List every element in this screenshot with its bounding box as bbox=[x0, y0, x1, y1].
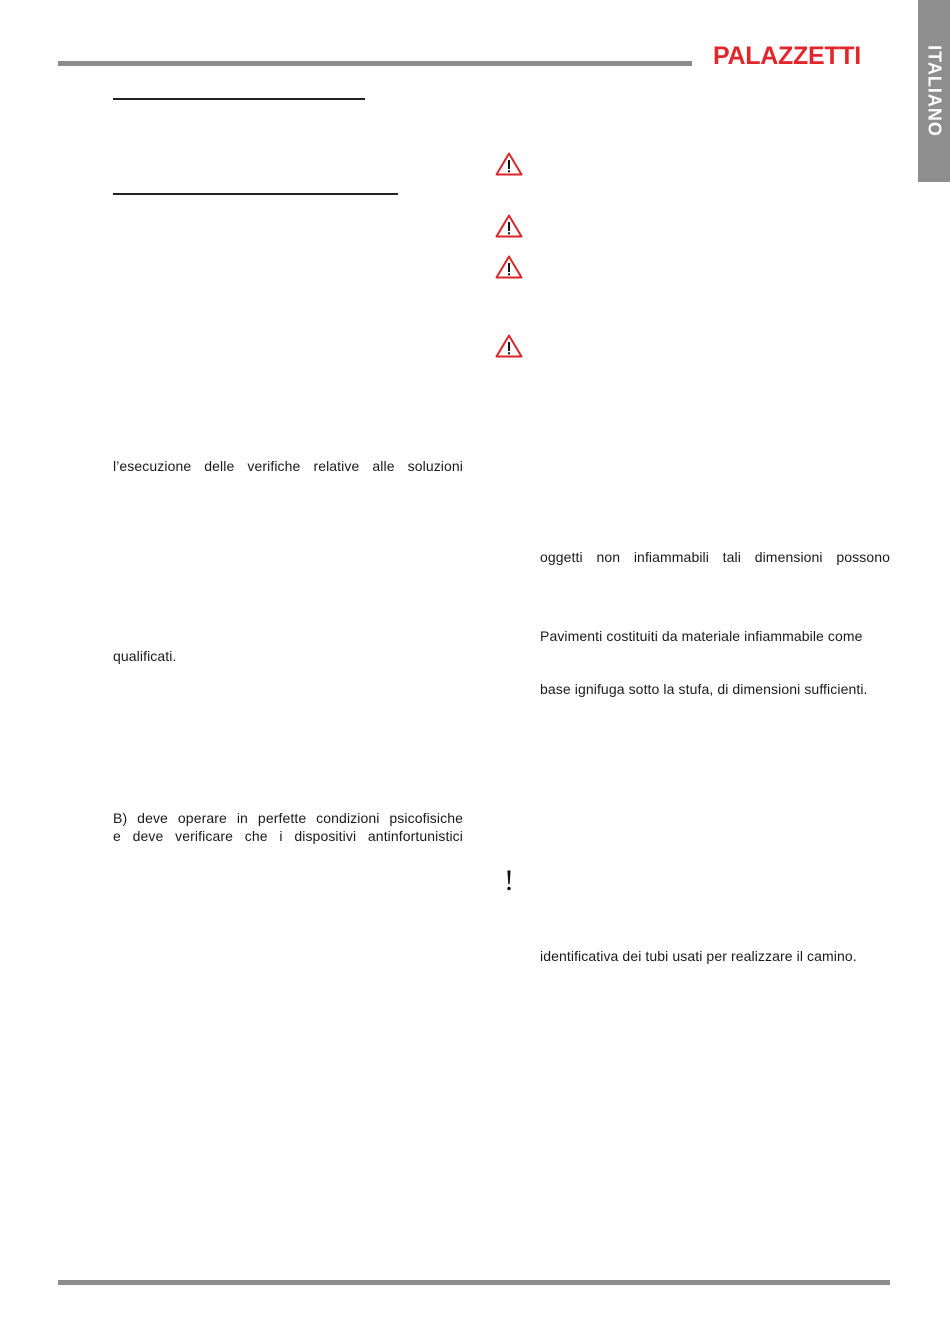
warning-triangle-icon bbox=[495, 152, 523, 176]
text-line-base: base ignifuga sotto la stufa, di dimensioni sufficienti. bbox=[540, 681, 868, 697]
section-heading-underline-2 bbox=[113, 193, 398, 195]
brand-logo bbox=[712, 42, 892, 68]
brand-logo-text: PALAZZETTI bbox=[713, 42, 861, 68]
text-line-identificativa: identificativa dei tubi usati per realizzare il camino. bbox=[540, 948, 857, 964]
warning-triangle-icon bbox=[495, 334, 523, 358]
text-line-pavimenti: Pavimenti costituiti da materiale infiammabile come bbox=[540, 628, 863, 644]
text-line-b2: e deve verificare che i dispositivi antinfortunistici bbox=[113, 828, 463, 844]
section-heading-underline-1 bbox=[113, 98, 365, 100]
text-line-oggetti: oggetti non infiammabili tali dimensioni possono bbox=[540, 549, 890, 565]
warning-triangle-icon bbox=[495, 214, 523, 238]
exclamation-icon: ! bbox=[504, 864, 514, 897]
text-line-qualificati: qualificati. bbox=[113, 648, 177, 664]
text-line-verifiche: l’esecuzione delle verifiche relative alle soluzioni bbox=[113, 458, 463, 474]
warning-triangle-icon bbox=[495, 255, 523, 279]
footer-rule bbox=[58, 1280, 890, 1285]
language-tab-label: ITALIANO bbox=[924, 45, 945, 137]
header-rule bbox=[58, 61, 692, 66]
language-tab bbox=[918, 0, 950, 182]
text-line-b1: B) deve operare in perfette condizioni psicofisiche bbox=[113, 810, 463, 826]
